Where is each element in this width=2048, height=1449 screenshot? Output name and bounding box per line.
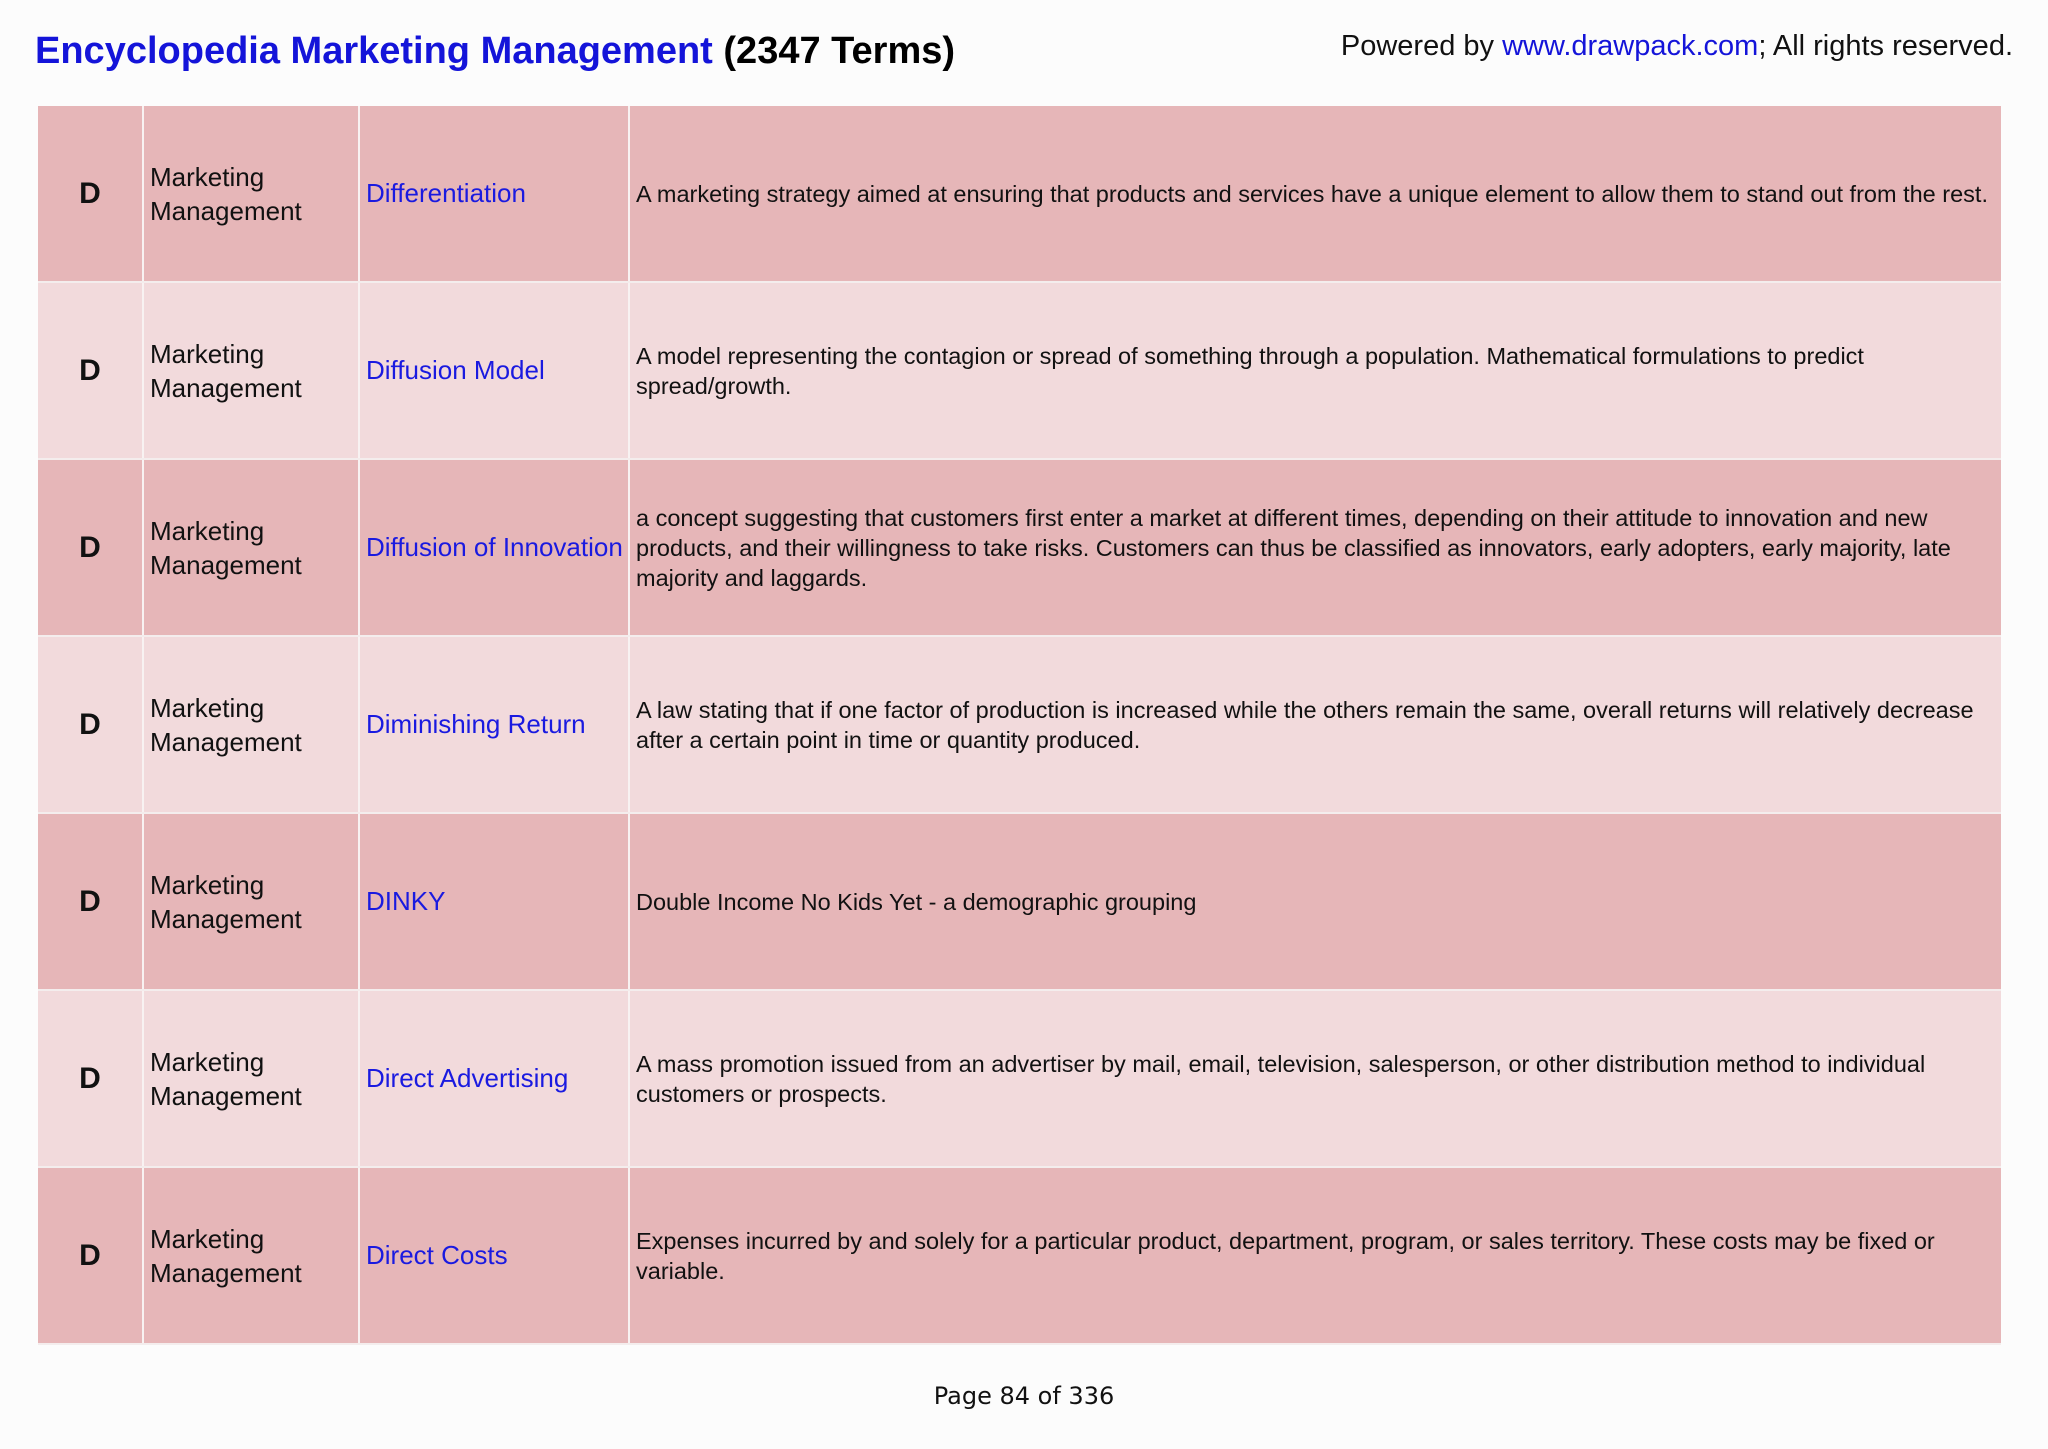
letter-cell: D: [38, 637, 144, 812]
table-row: [38, 106, 2001, 283]
table-row: [38, 637, 2001, 814]
letter-cell: D: [38, 283, 144, 458]
letter-cell: D: [38, 460, 144, 635]
letter-cell: D: [38, 1168, 144, 1343]
definition-cell: A mass promotion issued from an advertiser by mail, email, television, salesperson, or other distribution method to individual customers or prospects.: [636, 1050, 1926, 1107]
term-link[interactable]: Diffusion of Innovation: [360, 460, 630, 635]
powered-by: [1341, 30, 2013, 63]
definition-cell: A law stating that if one factor of production is increased while the others remain the same, overall returns will relatively decrease after a certain point in time or quantity produced.: [636, 696, 1974, 753]
powered-suffix: ; All rights reserved.: [1758, 30, 2013, 62]
definition-cell: a concept suggesting that customers first enter a market at different times, depending on their attitude to innovation and new products, and their willingness to take risks. Customers can thus be classified as innovators, early adopters, early majority, late majority and laggards.: [636, 504, 1951, 591]
definition-cell: A model representing the contagion or spread of something through a population. Mathematical formulations to predict spread/growth.: [636, 342, 1864, 399]
table-row: [38, 991, 2001, 1168]
category-cell: Marketing Management: [144, 1168, 360, 1343]
title-main: Encyclopedia Marketing Management: [35, 30, 713, 72]
category-cell: Marketing Management: [144, 460, 360, 635]
definition-cell: Expenses incurred by and solely for a particular product, department, program, or sales territory. These costs may be fixed or variable.: [636, 1227, 1935, 1284]
table-row: [38, 283, 2001, 460]
term-link[interactable]: Differentiation: [360, 106, 630, 281]
category-cell: Marketing Management: [144, 106, 360, 281]
term-link[interactable]: Direct Costs: [360, 1168, 630, 1343]
page-title: [35, 30, 955, 73]
letter-cell: D: [38, 106, 144, 281]
category-cell: Marketing Management: [144, 991, 360, 1166]
letter-cell: D: [38, 814, 144, 989]
table-row: [38, 814, 2001, 991]
table-row: [38, 1168, 2001, 1345]
category-cell: Marketing Management: [144, 814, 360, 989]
term-count: (2347 Terms): [723, 30, 956, 72]
definition-cell: A marketing strategy aimed at ensuring that products and services have a unique element to allow them to stand out from the rest.: [636, 180, 1988, 207]
definition-cell: Double Income No Kids Yet - a demographic grouping: [636, 888, 1197, 915]
page-number: Page 84 of 336: [933, 1382, 1115, 1410]
drawpack-link[interactable]: www.drawpack.com: [1502, 30, 1759, 62]
letter-cell: D: [38, 991, 144, 1166]
term-link[interactable]: Diminishing Return: [360, 637, 630, 812]
term-link[interactable]: Direct Advertising: [360, 991, 630, 1166]
category-cell: Marketing Management: [144, 283, 360, 458]
table-row: [38, 460, 2001, 637]
term-link[interactable]: Diffusion Model: [360, 283, 630, 458]
page-header: [0, 0, 2048, 106]
category-cell: Marketing Management: [144, 637, 360, 812]
term-link[interactable]: DINKY: [360, 814, 630, 989]
terms-table: [38, 106, 2001, 1345]
powered-prefix: Powered by: [1340, 30, 1503, 62]
